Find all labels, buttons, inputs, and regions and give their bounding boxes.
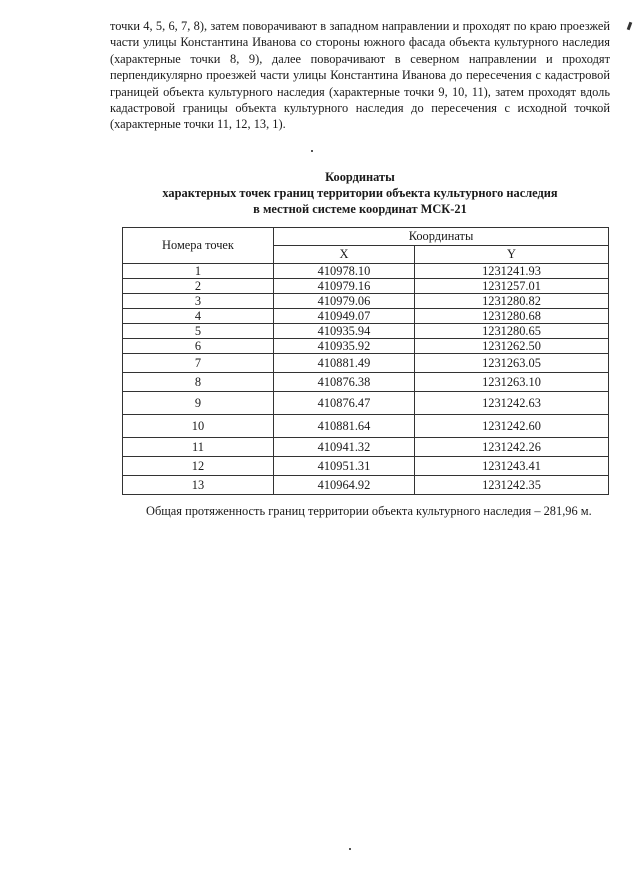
y-coordinate-cell: 1231242.63 [415, 392, 609, 415]
header-coordinates: Координаты [274, 228, 609, 246]
point-number-cell: 8 [123, 373, 274, 392]
x-coordinate-cell: 410941.32 [274, 438, 415, 457]
x-coordinate-cell: 410951.31 [274, 457, 415, 476]
y-coordinate-cell: 1231263.10 [415, 373, 609, 392]
table-body [123, 264, 609, 495]
point-number-cell: 4 [123, 309, 274, 324]
y-coordinate-cell: 1231243.41 [415, 457, 609, 476]
table-row [123, 294, 609, 309]
y-coordinate-cell: 1231280.68 [415, 309, 609, 324]
point-number-cell: 1 [123, 264, 274, 279]
scan-speck [311, 150, 313, 152]
y-coordinate-cell: 1231242.35 [415, 476, 609, 495]
table-row [123, 354, 609, 373]
table-row [123, 457, 609, 476]
point-number-cell: 13 [123, 476, 274, 495]
x-coordinate-cell: 410949.07 [274, 309, 415, 324]
point-number-cell: 10 [123, 415, 274, 438]
header-points: Номера точек [123, 228, 274, 264]
header-x: X [274, 246, 415, 264]
table-header-row [123, 228, 609, 246]
point-number-cell: 7 [123, 354, 274, 373]
table-row [123, 392, 609, 415]
x-coordinate-cell: 410935.94 [274, 324, 415, 339]
table-row [123, 415, 609, 438]
heading-line-2: характерных точек границ территории объекта культурного наследия [162, 185, 558, 200]
point-number-cell: 9 [123, 392, 274, 415]
heading-line-3: в местной системе координат МСК-21 [253, 201, 467, 216]
table-heading [110, 170, 610, 217]
table-row [123, 324, 609, 339]
x-coordinate-cell: 410979.06 [274, 294, 415, 309]
x-coordinate-cell: 410881.49 [274, 354, 415, 373]
x-coordinate-cell: 410876.38 [274, 373, 415, 392]
y-coordinate-cell: 1231242.60 [415, 415, 609, 438]
x-coordinate-cell: 410978.10 [274, 264, 415, 279]
point-number-cell: 6 [123, 339, 274, 354]
heading-line-1: Координаты [325, 170, 395, 184]
x-coordinate-cell: 410881.64 [274, 415, 415, 438]
table-row [123, 438, 609, 457]
boundary-description-paragraph: точки 4, 5, 6, 7, 8), затем поворачивают в западном направлении и проходят по краю проезжей части улицы Константина Иванова со стороны южного фасада объекта культурного наследия (характерные точки 8, 9), далее поворачивают в северном направлении и проходят перпендикулярно проезжей части улицы Константина Иванова до пересечения с кадастровой границей объекта культурного наследия (характерные точки 9, 10, 11), затем проходят вдоль кадастровой границы объекта культурного наследия до пересечения с исходной точкой (характерные точки 11, 12, 13, 1). [110, 19, 610, 132]
table-row [123, 373, 609, 392]
point-number-cell: 11 [123, 438, 274, 457]
y-coordinate-cell: 1231241.93 [415, 264, 609, 279]
x-coordinate-cell: 410979.16 [274, 279, 415, 294]
point-number-cell: 2 [123, 279, 274, 294]
point-number-cell: 3 [123, 294, 274, 309]
point-number-cell: 12 [123, 457, 274, 476]
y-coordinate-cell: 1231242.26 [415, 438, 609, 457]
table-row [123, 279, 609, 294]
header-y: Y [415, 246, 609, 264]
table-row [123, 264, 609, 279]
y-coordinate-cell: 1231263.05 [415, 354, 609, 373]
scan-mark [627, 22, 633, 31]
y-coordinate-cell: 1231280.65 [415, 324, 609, 339]
x-coordinate-cell: 410876.47 [274, 392, 415, 415]
table-row [123, 309, 609, 324]
y-coordinate-cell: 1231262.50 [415, 339, 609, 354]
point-number-cell: 5 [123, 324, 274, 339]
total-length-paragraph: Общая протяженность границ территории объекта культурного наследия – 281,96 м. [146, 504, 592, 518]
scan-speck [349, 848, 351, 850]
coordinates-table [122, 227, 609, 495]
y-coordinate-cell: 1231280.82 [415, 294, 609, 309]
x-coordinate-cell: 410935.92 [274, 339, 415, 354]
table-row [123, 339, 609, 354]
table-row [123, 476, 609, 495]
x-coordinate-cell: 410964.92 [274, 476, 415, 495]
y-coordinate-cell: 1231257.01 [415, 279, 609, 294]
